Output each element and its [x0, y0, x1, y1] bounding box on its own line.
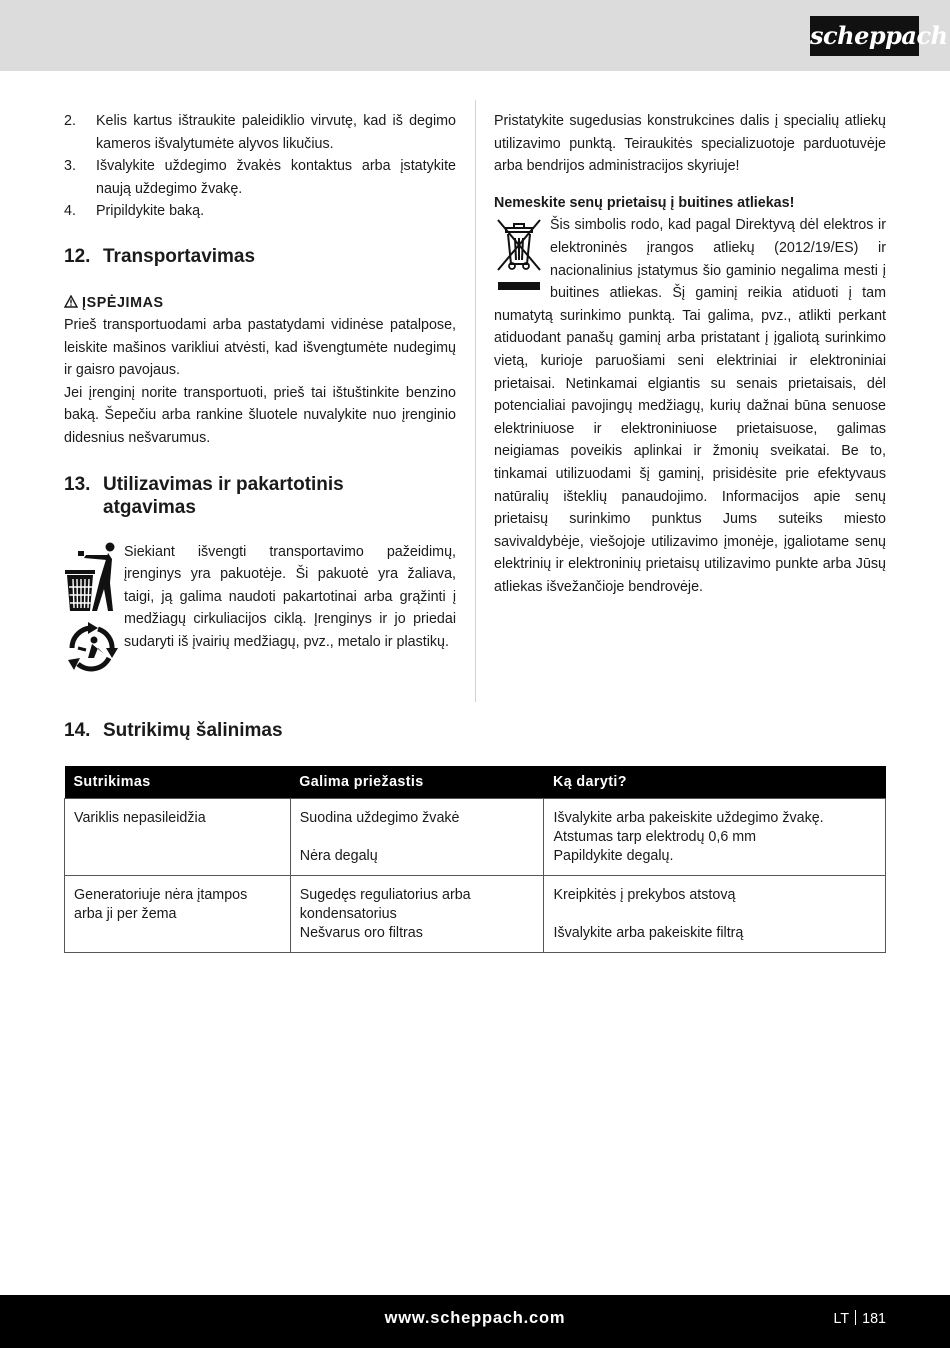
- right-column: [494, 110, 886, 598]
- litter-bin-icon: [64, 541, 122, 613]
- step-text: Pripildykite baką.: [96, 203, 205, 220]
- list-item: [64, 110, 456, 155]
- column-header: Ką daryti?: [544, 766, 886, 798]
- crossed-out-bin-icon: [494, 216, 544, 296]
- page-number: [834, 1310, 886, 1327]
- fault-cell: Generatoriuje nėra įtampos arba ji per žema: [65, 875, 291, 952]
- troubleshooting-table: [64, 766, 886, 953]
- page-number-value: 181: [862, 1311, 886, 1327]
- recycle-icon: [64, 620, 122, 676]
- disposal-paragraph: Pristatykite sugedusias konstrukcines dalis į specialių atliekų utilizavimo punktą. Teiraukitės specializuotoje parduotuvėje arba bendrijos administracijos skyriuje!: [494, 113, 886, 175]
- cause-cell: Suodina uždegimo žvakė Nėra degalų: [290, 798, 544, 875]
- brand-logo: scheppach: [810, 16, 919, 56]
- column-header: Sutrikimas: [65, 766, 291, 798]
- left-column: [64, 110, 456, 654]
- step-text: Kelis kartus ištraukite paleidiklio virvutę, kad iš degimo kameros išvalytumėte alyvos likučius.: [96, 113, 456, 152]
- warning-heading: ĮSPĖJIMAS: [64, 292, 456, 314]
- recycling-paragraph: Siekiant išvengti transportavimo pažeidimų, įrenginys yra pakuotėje. Ši pakuotė yra žaliava, taigi, ją galima naudoti pakartotinai arba grąžinti į medžiagų cirkuliacijos ciklą. Įrenginys ir jo priedai sudaryti iš įvairių medžiagų, pvz., metalo ir plastikų.: [124, 543, 456, 650]
- recycling-block: [64, 541, 456, 654]
- weee-paragraph: Šis simbolis rodo, kad pagal Direktyvą dėl elektros ir elektroninės įrangos atliekų (2012/19/ES) ir nacionalinius įstatymus šio gaminio negalima mesti į buitines atliekas. Šį gaminį reikia atiduoti į tam numatytą surinkimo punktą. Tai galima, pvz., atlikti perkant atiduodant panašų gaminį arba pristatant į įgaliotą surinkimo vietą, kurioje paruošiami seni elektriniai ir elektroniniai prietaisai. Netinkamai elgiantis su senais prietaisais, dėl potencialiai pavojingų medžiagų, kurių dažnai būna senuose elektriniuose ir elektroniniuose prietaisuose, galimas neigiamas poveikis aplinkai ir žmonių sveikatai. Be to, tinkamai utilizuodami šį gaminį, prisidėsite prie efektyvaus natūralių išteklių panaudojimo. Informacijos apie senų prietaisų surinkimo punktus Jums suteiks miesto savivaldybėje, viešojoje utilizavimo įmonėje, įgaliotame senų elektrinių ir elektroninių prietaisų utilizavimo punkte arba Jūsų atliekas išvežančioje bendrovėje.: [494, 217, 886, 595]
- header-bar: [0, 0, 950, 71]
- column-header: Galima priežastis: [290, 766, 544, 798]
- language-code: LT: [833, 1311, 850, 1327]
- table-row: [65, 798, 886, 875]
- transport-paragraph-2: Jei įrenginį norite transportuoti, prieš tai ištuštinkite benzino baką. Šepečiu arba rankine šluotele nuvalykite nuo įrenginio didesnius nešvarumus.: [64, 384, 456, 446]
- steps-list: [64, 110, 456, 223]
- step-text: Išvalykite uždegimo žvakės kontaktus arba įstatykite naują uždegimo žvakę.: [96, 158, 456, 197]
- household-waste-heading: Nemeskite senų prietaisų į buitines atliekas!: [494, 194, 795, 211]
- step-number: 4.: [64, 203, 76, 220]
- section-14-title: 14. Sutrikimų šalinimas: [64, 720, 283, 741]
- remedy-cell: Kreipkitės į prekybos atstovą Išvalykite arba pakeiskite filtrą: [544, 875, 886, 952]
- column-divider: [475, 100, 476, 702]
- list-item: [64, 200, 456, 223]
- warning-icon: [64, 295, 78, 308]
- table-header-row: [65, 766, 886, 798]
- recycling-icons: [64, 541, 122, 681]
- footer-bar: [0, 1295, 950, 1348]
- fault-cell: Variklis nepasileidžia: [65, 798, 291, 875]
- table-row: [65, 875, 886, 952]
- step-number: 2.: [64, 113, 76, 129]
- section-12-title: 12. Transportavimas: [64, 245, 256, 267]
- website-link[interactable]: www.scheppach.com: [384, 1309, 566, 1327]
- step-number: 3.: [64, 158, 76, 175]
- transport-paragraph-1: Prieš transportuodami arba pastatydami vidinėse patalpose, leiskite mašinos varikliui atvėsti, kad išvengtumėte nudegimų ir gaisro pavojaus.: [64, 316, 456, 379]
- section-13-title: 13. Utilizavimas ir pakartotinis atgavimas: [64, 473, 344, 518]
- list-item: [64, 155, 456, 200]
- remedy-cell: Išvalykite arba pakeiskite uždegimo žvakę. Atstumas tarp elektrodų 0,6 mm Papildykite degalų.: [544, 798, 886, 875]
- cause-cell: Sugedęs reguliatorius arba kondensatorius Nešvarus oro filtras: [290, 875, 544, 952]
